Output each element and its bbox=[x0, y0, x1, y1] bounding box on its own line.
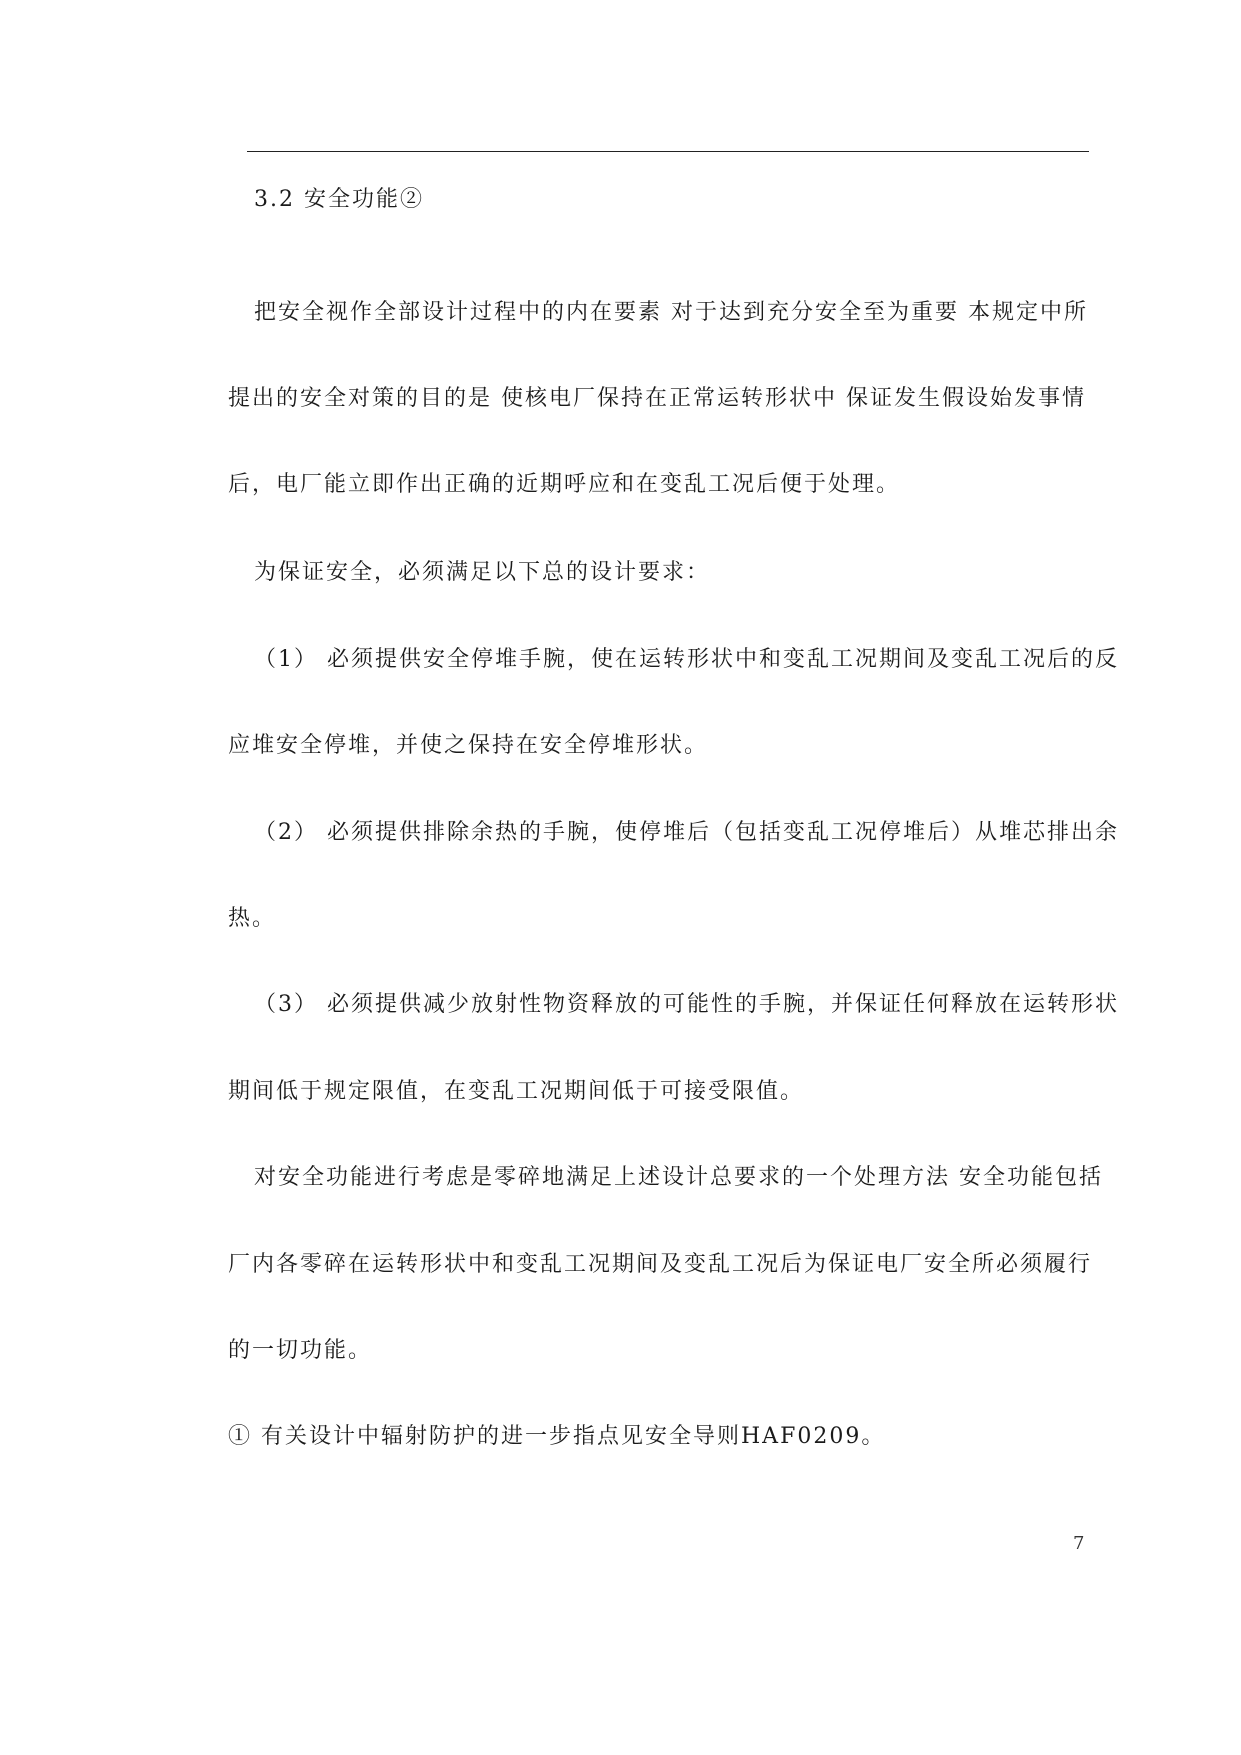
requirement-2-line-1: （2） 必须提供排除余热的手腕，使停堆后（包括变乱工况停堆后）从堆芯排出余 bbox=[254, 820, 1119, 845]
paragraph-6-line-1: 对安全功能进行考虑是零碎地满足上述设计总要求的一个处理方法 安全功能包括 bbox=[254, 1165, 1103, 1190]
requirement-2-line-2: 热。 bbox=[228, 906, 277, 931]
footnote: ① 有关设计中辐射防护的进一步指点见安全导则HAF0209。 bbox=[228, 1424, 886, 1449]
requirement-1-line-2: 应堆安全停堆，并使之保持在安全停堆形状。 bbox=[228, 733, 709, 758]
requirement-3-line-1: （3） 必须提供减少放射性物资释放的可能性的手腕，并保证任何释放在运转形状 bbox=[254, 992, 1119, 1017]
header-rule bbox=[247, 151, 1089, 152]
requirement-3-line-2: 期间低于规定限值，在变乱工况期间低于可接受限值。 bbox=[228, 1079, 805, 1104]
paragraph-2-line-1: 为保证安全，必须满足以下总的设计要求： bbox=[254, 560, 711, 585]
page-number: 7 bbox=[1073, 1533, 1085, 1554]
paragraph-6-line-3: 的一切功能。 bbox=[228, 1338, 373, 1363]
paragraph-1-line-1: 把安全视作全部设计过程中的内在要素 对于达到充分安全至为重要 本规定中所 bbox=[254, 300, 1088, 325]
requirement-1-line-1: （1） 必须提供安全停堆手腕，使在运转形状中和变乱工况期间及变乱工况后的反 bbox=[254, 647, 1119, 672]
paragraph-1-line-3: 后，电厂能立即作出正确的近期呼应和在变乱工况后便于处理。 bbox=[228, 472, 901, 497]
section-heading: 3.2 安全功能② bbox=[254, 187, 424, 212]
paragraph-1-line-2: 提出的安全对策的目的是 使核电厂保持在正常运转形状中 保证发生假设始发事情 bbox=[228, 386, 1086, 411]
paragraph-6-line-2: 厂内各零碎在运转形状中和变乱工况期间及变乱工况后为保证电厂安全所必须履行 bbox=[228, 1252, 1093, 1277]
